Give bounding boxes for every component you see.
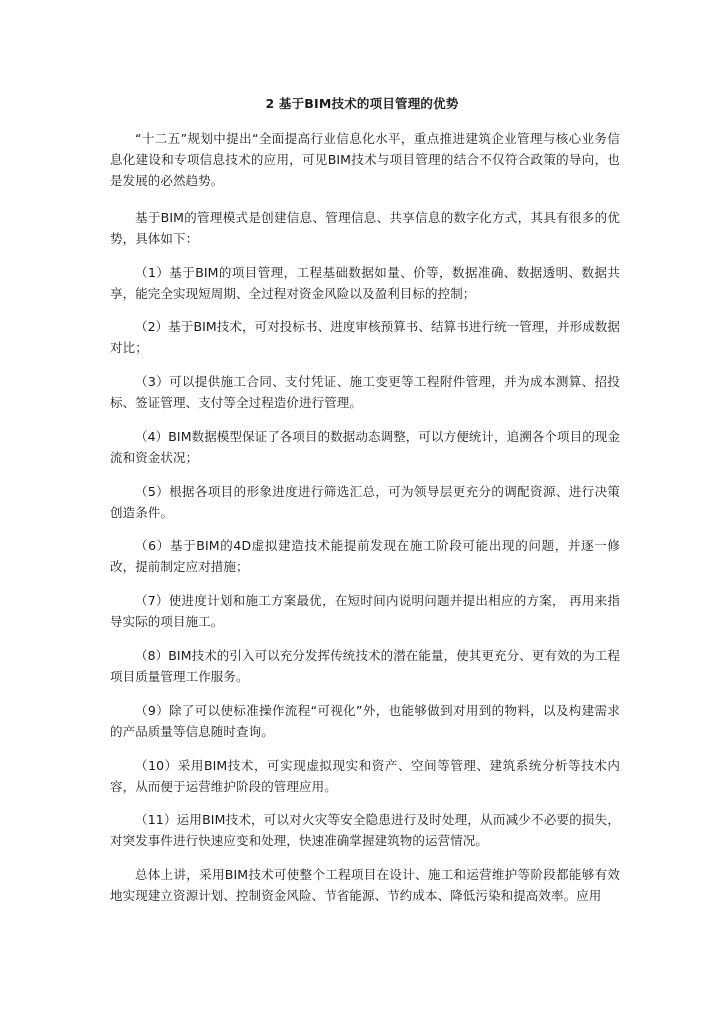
paragraph-item-7: （7）使进度计划和施工方案最优，在短时间内说明问题并提出相应的方案， 再用来指导实际的项目施工。 (110, 593, 620, 629)
paragraph-item-5: （5）根据各项目的形象进度进行筛选汇总，可为领导层更充分的调配资源、进行决策创造条件。 (110, 484, 620, 520)
paragraph-intro: “十二五”规划中提出“全面提高行业信息化水平，重点推进建筑企业管理与核心业务信息化建设和专项信息技术的应用，可见BIM技术与项目管理的结合不仅符合政策的导向，也是发展的必然趋势。 (110, 131, 620, 188)
paragraph-item-10: （10）采用BIM技术，可实现虚拟现实和资产、空间等管理、建筑系统分析等技术内容，从而便于运营维护阶段的管理应用。 (110, 758, 620, 794)
paragraph-item-3: （3）可以提供施工合同、支付凭证、施工变更等工程附件管理，并为成本测算、招投标、签证管理、支付等全过程造价进行管理。 (110, 374, 620, 410)
paragraph-item-8: （8）BIM技术的引入可以充分发挥传统技术的潜在能量，使其更充分、更有效的为工程项目质量管理工作服务。 (110, 648, 621, 684)
paragraph-item-9: （9）除了可以使标准操作流程“可视化”外，也能够做到对用到的物料，以及构建需求的产品质量等信息随时查询。 (110, 703, 620, 739)
paragraph-overview: 基于BIM的管理模式是创建信息、管理信息、共享信息的数字化方式，其具有很多的优势，具体如下： (110, 210, 620, 246)
paragraph-item-4: （4）BIM数据模型保证了各项目的数据动态调整，可以方便统计，追溯各个项目的现金流和资金状况； (110, 429, 621, 465)
paragraph-item-6: （6）基于BIM的4D虚拟建造技术能提前发现在施工阶段可能出现的问题，并逐一修改，提前制定应对措施； (110, 538, 620, 574)
paragraph-item-11: （11）运用BIM技术，可以对火灾等安全隐患进行及时处理，从而减少不必要的损失，对突发事件进行快速应变和处理，快速准确掌握建筑物的运营情况。 (110, 812, 620, 848)
section-title: 2 基于BIM技术的项目管理的优势 (265, 96, 459, 111)
paragraph-summary: 总体上讲，采用BIM技术可使整个工程项目在设计、施工和运营维护等阶段都能够有效地实现建立资源计划、控制资金风险、节省能源、节约成本、降低污染和提高效率。应用 (110, 867, 620, 903)
paragraph-item-2: （2）基于BIM技术，可对投标书、进度审核预算书、结算书进行统一管理，并形成数据对比； (110, 319, 621, 355)
paragraph-item-1: （1）基于BIM的项目管理，工程基础数据如量、价等，数据准确、数据透明、数据共享，能完全实现短周期、全过程对资金风险以及盈利目标的控制； (110, 265, 620, 301)
